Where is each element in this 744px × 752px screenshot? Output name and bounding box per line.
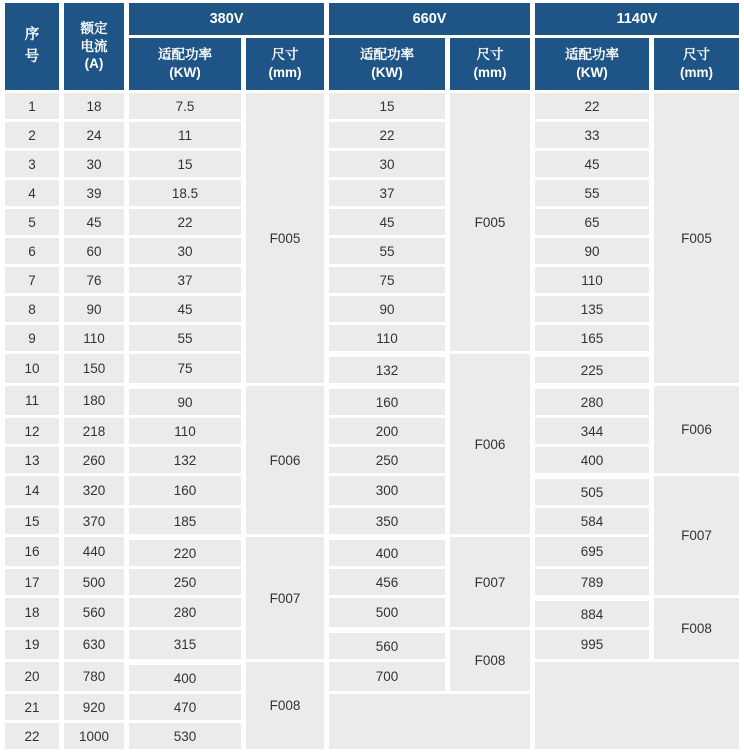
cell-power-v660: 350 [329, 508, 445, 534]
cell-serial-number: 4 [5, 180, 59, 206]
cell-power-v1140: 505 [535, 476, 649, 505]
cell-power-v380: 250 [129, 569, 241, 595]
cell-serial-number: 14 [5, 476, 59, 505]
cell-rated-current: 180 [64, 386, 124, 415]
cell-power-v660: 300 [329, 476, 445, 505]
cell-power-v380: 75 [129, 354, 241, 383]
cell-serial-number: 13 [5, 447, 59, 473]
table-row [5, 180, 739, 206]
header-group-1140v: 1140V [535, 3, 739, 35]
cell-rated-current: 370 [64, 508, 124, 534]
cell-power-v660: 22 [329, 122, 445, 148]
header-power-660v [329, 38, 445, 90]
header-serial-line1: 序 [24, 27, 40, 44]
cell-power-v660: 45 [329, 209, 445, 235]
cell-power-v380: 90 [129, 386, 241, 415]
header-current-unit: (A) [84, 56, 104, 72]
table-row [5, 630, 739, 659]
cell-serial-number: 18 [5, 598, 59, 627]
cell-power-v380: 15 [129, 151, 241, 177]
table-row [5, 325, 739, 351]
cell-serial-number: 10 [5, 354, 59, 383]
cell-size-v380: F007 [246, 537, 324, 659]
cell-rated-current: 18 [64, 93, 124, 119]
cell-power-v1140: 110 [535, 267, 649, 293]
cell-rated-current: 150 [64, 354, 124, 383]
header-power-unit: (KW) [169, 65, 201, 80]
header-power-label: 适配功率 [158, 46, 212, 62]
cell-power-v1140: 22 [535, 93, 649, 119]
cell-power-v1140: 584 [535, 508, 649, 534]
cell-serial-number: 2 [5, 122, 59, 148]
cell-power-v1140: 33 [535, 122, 649, 148]
cell-power-v660: 700 [329, 662, 445, 691]
cell-size-v660: F008 [450, 630, 530, 691]
cell-power-v660: 456 [329, 569, 445, 595]
header-size-label: 尺寸 [271, 46, 299, 62]
cell-rated-current: 630 [64, 630, 124, 659]
cell-power-v380: 110 [129, 418, 241, 444]
table-row [5, 447, 739, 473]
cell-power-v380: 7.5 [129, 93, 241, 119]
cell-size-v380: F005 [246, 93, 324, 383]
cell-serial-number: 15 [5, 508, 59, 534]
table-header [5, 3, 739, 90]
cell-power-v660: 55 [329, 238, 445, 264]
cell-serial-number: 1 [5, 93, 59, 119]
cell-rated-current: 440 [64, 537, 124, 566]
cell-power-v1140: 90 [535, 238, 649, 264]
cell-power-v380: 30 [129, 238, 241, 264]
cell-rated-current: 110 [64, 325, 124, 351]
cell-rated-current: 780 [64, 662, 124, 691]
cell-power-v1140: 884 [535, 598, 649, 627]
cell-power-v660: 90 [329, 296, 445, 322]
cell-power-v1140: 55 [535, 180, 649, 206]
cell-empty-v1140 [535, 662, 739, 749]
cell-size-v1140: F005 [654, 93, 739, 383]
cell-power-v660: 132 [329, 354, 445, 383]
cell-power-v380: 160 [129, 476, 241, 505]
table-row [5, 386, 739, 415]
cell-power-v660: 75 [329, 267, 445, 293]
cell-rated-current: 320 [64, 476, 124, 505]
cell-power-v660: 500 [329, 598, 445, 627]
cell-rated-current: 90 [64, 296, 124, 322]
cell-power-v1140: 280 [535, 386, 649, 415]
cell-power-v380: 185 [129, 508, 241, 534]
cell-serial-number: 20 [5, 662, 59, 691]
header-serial-line2: 号 [24, 48, 40, 65]
header-group-380v: 380V [129, 3, 324, 35]
table-row [5, 418, 739, 444]
cell-size-v380: F008 [246, 662, 324, 749]
cell-power-v1140: 344 [535, 418, 649, 444]
cell-rated-current: 30 [64, 151, 124, 177]
table-row [5, 508, 739, 534]
cell-power-v1140: 135 [535, 296, 649, 322]
cell-power-v380: 132 [129, 447, 241, 473]
cell-power-v660: 110 [329, 325, 445, 351]
table-body [5, 93, 739, 749]
table-row [5, 122, 739, 148]
cell-size-v1140: F006 [654, 386, 739, 473]
cell-power-v660: 37 [329, 180, 445, 206]
cell-power-v380: 280 [129, 598, 241, 627]
cell-rated-current: 39 [64, 180, 124, 206]
cell-size-v1140: F008 [654, 598, 739, 659]
cell-power-v380: 45 [129, 296, 241, 322]
header-serial-number [5, 3, 59, 90]
cell-power-v660: 400 [329, 537, 445, 566]
cell-rated-current: 76 [64, 267, 124, 293]
cell-serial-number: 5 [5, 209, 59, 235]
cell-rated-current: 218 [64, 418, 124, 444]
cell-rated-current: 260 [64, 447, 124, 473]
cell-power-v660: 160 [329, 386, 445, 415]
table-row [5, 598, 739, 627]
header-current-line2: 电流 [80, 38, 108, 54]
header-group-660v: 660V [329, 3, 530, 35]
cell-power-v660: 560 [329, 630, 445, 659]
cell-serial-number: 22 [5, 723, 59, 749]
cell-size-v660: F005 [450, 93, 530, 351]
cell-power-v1140: 165 [535, 325, 649, 351]
cell-rated-current: 920 [64, 694, 124, 720]
header-size-unit: (mm) [268, 65, 302, 80]
cell-power-v660: 15 [329, 93, 445, 119]
cell-power-v380: 470 [129, 694, 241, 720]
cell-power-v380: 315 [129, 630, 241, 659]
table-row [5, 662, 739, 691]
cell-power-v380: 55 [129, 325, 241, 351]
cell-serial-number: 8 [5, 296, 59, 322]
cell-serial-number: 11 [5, 386, 59, 415]
header-power-380v [129, 38, 241, 90]
cell-serial-number: 19 [5, 630, 59, 659]
cell-size-v660: F007 [450, 537, 530, 627]
table-row [5, 267, 739, 293]
cell-serial-number: 16 [5, 537, 59, 566]
table-row [5, 296, 739, 322]
table-row [5, 209, 739, 235]
cell-rated-current: 560 [64, 598, 124, 627]
cell-power-v1140: 995 [535, 630, 649, 659]
header-power-label: 适配功率 [565, 46, 619, 62]
header-size-label: 尺寸 [476, 46, 504, 62]
cell-serial-number: 3 [5, 151, 59, 177]
table-row [5, 93, 739, 119]
header-size-380v [246, 38, 324, 90]
cell-rated-current: 1000 [64, 723, 124, 749]
cell-size-v1140: F007 [654, 476, 739, 595]
cell-power-v1140: 789 [535, 569, 649, 595]
header-size-660v [450, 38, 530, 90]
table-row [5, 151, 739, 177]
cell-power-v1140: 695 [535, 537, 649, 566]
header-size-1140v [654, 38, 739, 90]
header-size-label: 尺寸 [683, 46, 710, 62]
cell-power-v1140: 45 [535, 151, 649, 177]
cell-rated-current: 60 [64, 238, 124, 264]
header-power-label: 适配功率 [360, 46, 414, 62]
table-row [5, 476, 739, 505]
table-row [5, 354, 739, 383]
header-power-1140v [535, 38, 649, 90]
cell-power-v1140: 400 [535, 447, 649, 473]
cell-serial-number: 21 [5, 694, 59, 720]
cell-power-v380: 400 [129, 662, 241, 691]
header-current-line1: 额定 [80, 21, 108, 37]
cell-serial-number: 7 [5, 267, 59, 293]
table-row [5, 569, 739, 595]
cell-size-v660: F006 [450, 354, 530, 534]
cell-size-v380: F006 [246, 386, 324, 534]
cell-power-v660: 250 [329, 447, 445, 473]
cell-empty-v660 [329, 694, 530, 749]
cell-power-v380: 220 [129, 537, 241, 566]
header-size-unit: (mm) [680, 65, 713, 80]
cell-serial-number: 17 [5, 569, 59, 595]
cell-serial-number: 12 [5, 418, 59, 444]
cell-rated-current: 45 [64, 209, 124, 235]
table-row [5, 537, 739, 566]
cell-rated-current: 24 [64, 122, 124, 148]
cell-power-v660: 200 [329, 418, 445, 444]
header-row-groups [5, 3, 739, 35]
cell-serial-number: 6 [5, 238, 59, 264]
cell-rated-current: 500 [64, 569, 124, 595]
cell-power-v380: 37 [129, 267, 241, 293]
cell-power-v380: 530 [129, 723, 241, 749]
header-power-unit: (KW) [576, 65, 608, 80]
cell-power-v1140: 65 [535, 209, 649, 235]
cell-power-v380: 18.5 [129, 180, 241, 206]
header-size-unit: (mm) [473, 65, 507, 80]
cell-power-v1140: 225 [535, 354, 649, 383]
cell-power-v380: 11 [129, 122, 241, 148]
cell-serial-number: 9 [5, 325, 59, 351]
cell-power-v660: 30 [329, 151, 445, 177]
header-rated-current [64, 3, 124, 90]
cell-power-v380: 22 [129, 209, 241, 235]
table-row [5, 238, 739, 264]
header-power-unit: (KW) [371, 65, 403, 80]
